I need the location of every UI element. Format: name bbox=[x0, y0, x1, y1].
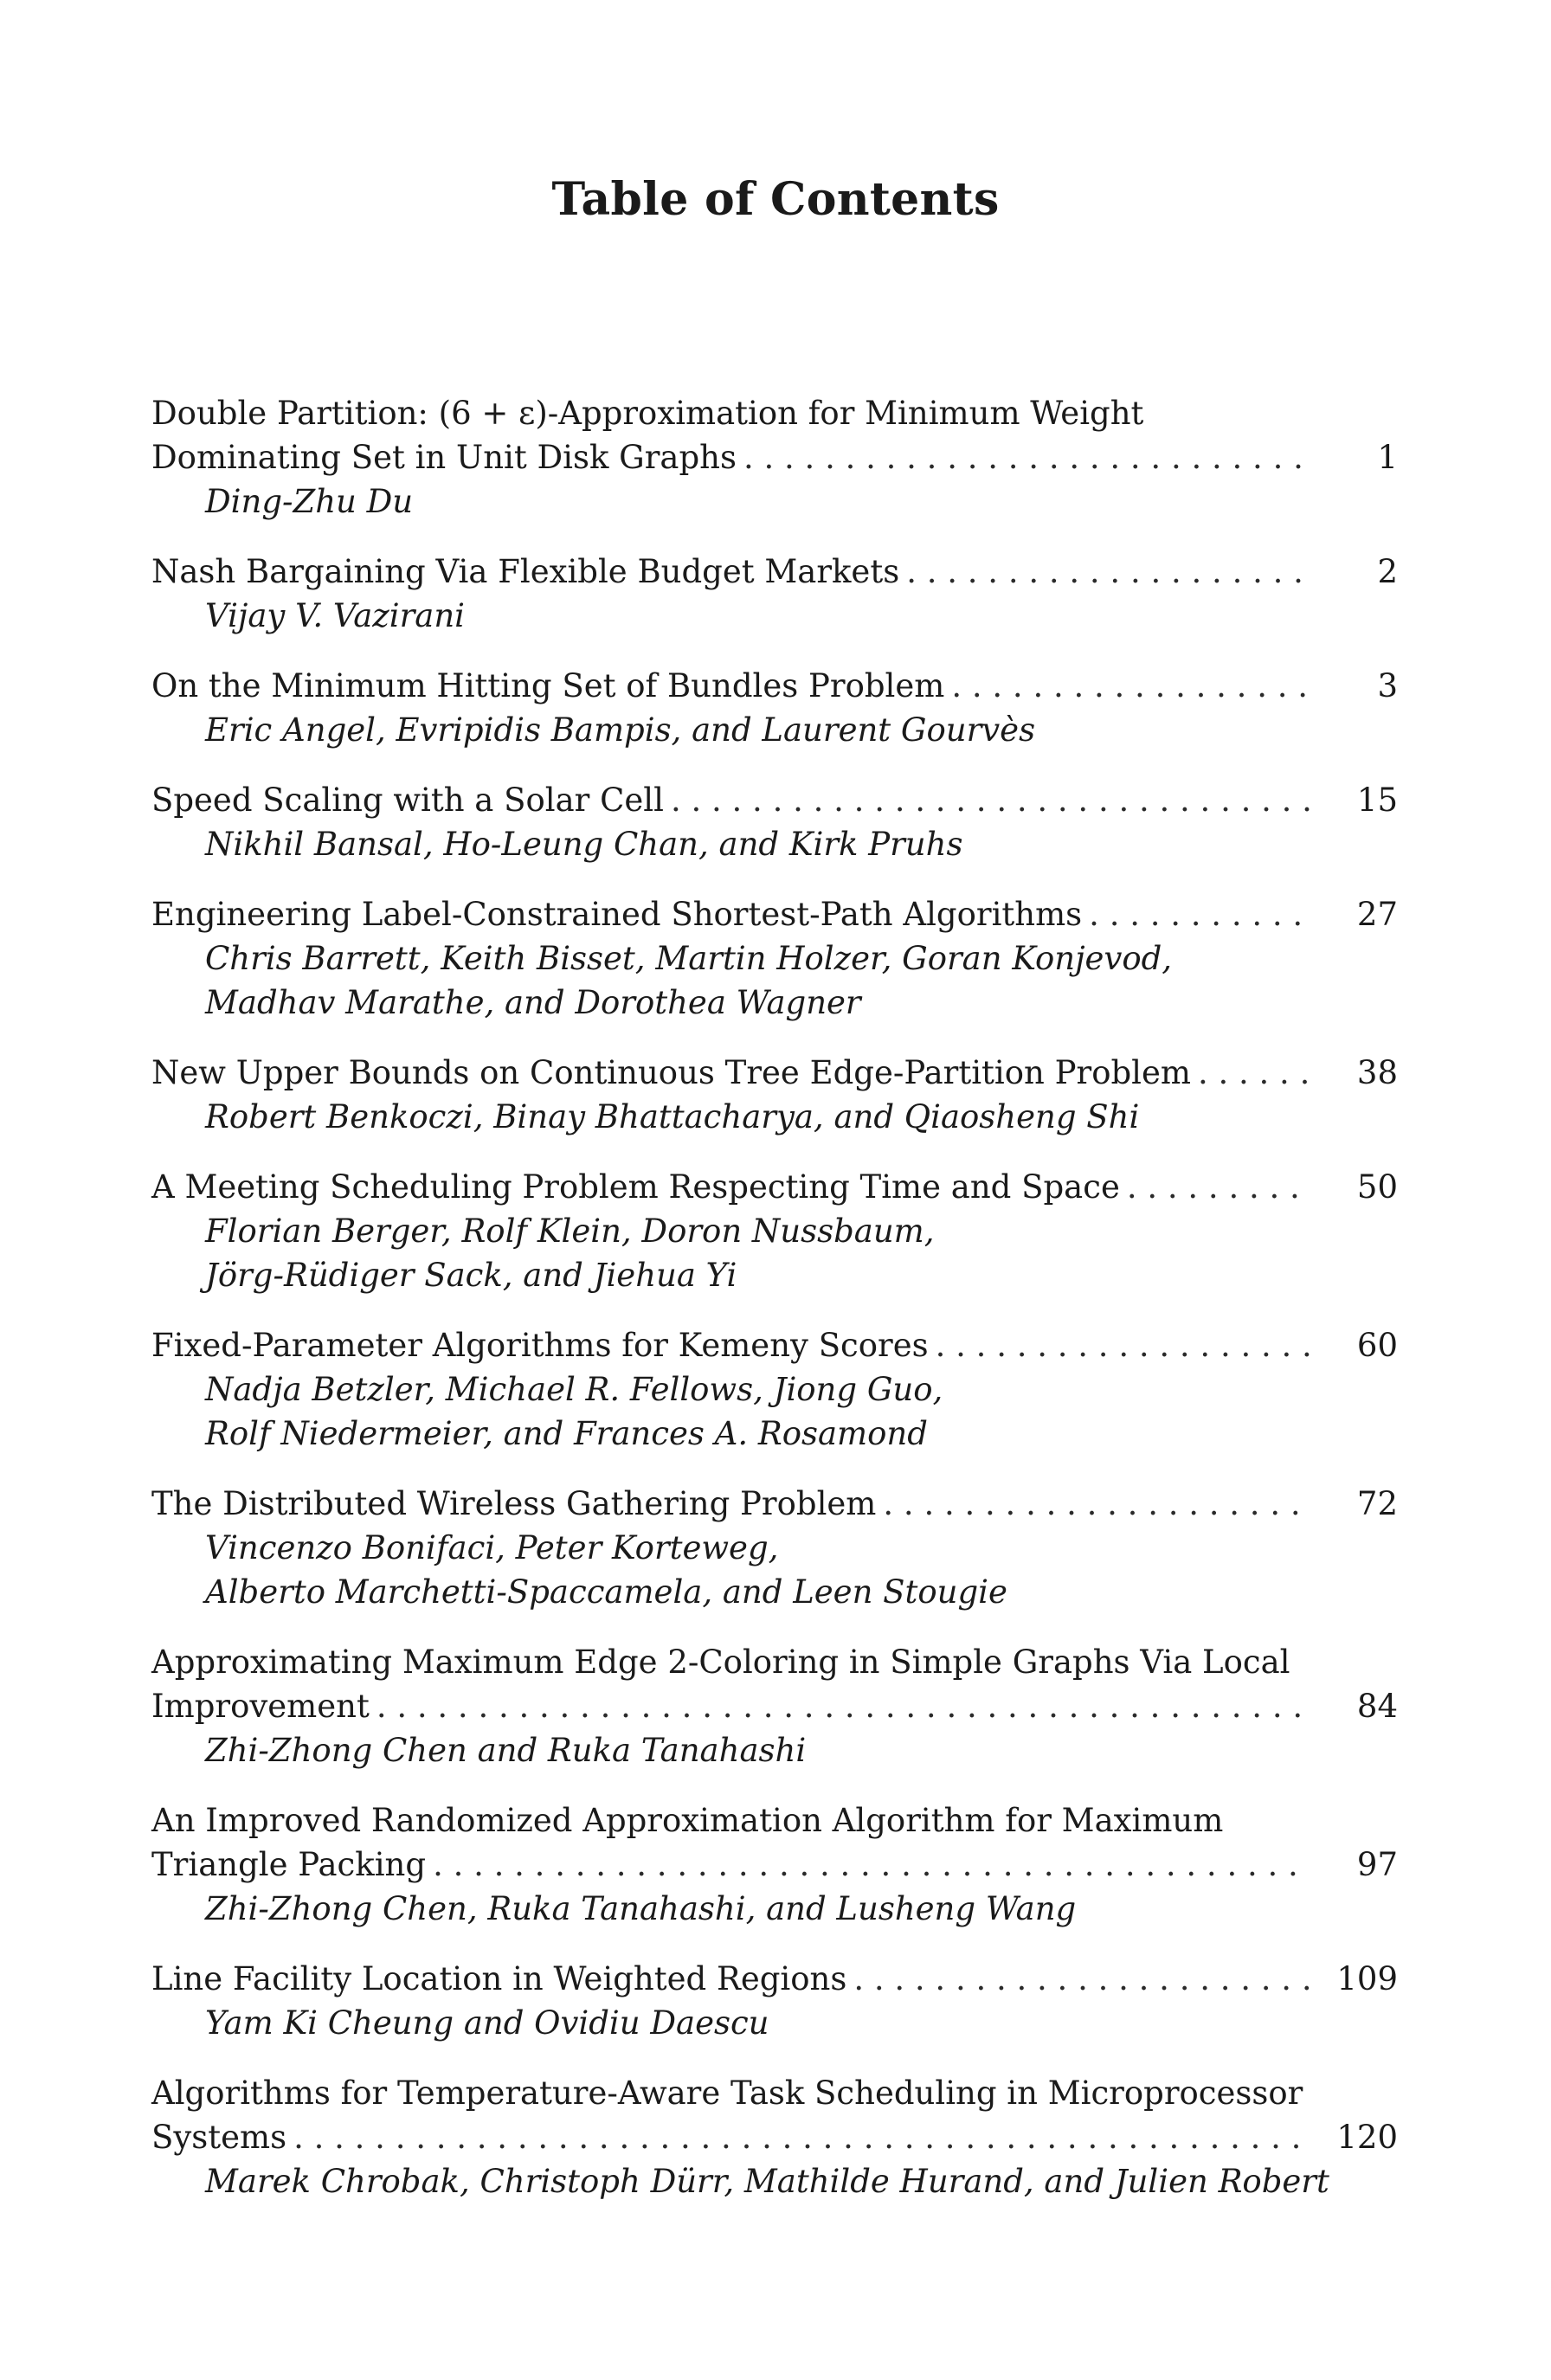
toc-entry[interactable] bbox=[151, 1957, 1398, 2045]
entry-title-line bbox=[151, 1957, 1398, 2001]
entry-title-text: Line Facility Location in Weighted Regions bbox=[151, 1960, 847, 1997]
entry-authors: Vijay V. Vazirani bbox=[205, 597, 465, 634]
entry-title-line bbox=[151, 892, 1398, 936]
toc-entry[interactable] bbox=[151, 1051, 1398, 1139]
toc-entry[interactable] bbox=[151, 1165, 1398, 1297]
entry-title-text: Speed Scaling with a Solar Cell bbox=[151, 782, 664, 819]
entry-authors: Zhi-Zhong Chen and Ruka Tanahashi bbox=[205, 1732, 807, 1769]
entry-title-line bbox=[151, 2115, 1398, 2159]
entry-title-line bbox=[151, 664, 1398, 708]
entry-page-number: 27 bbox=[1356, 896, 1398, 933]
toc-entry[interactable] bbox=[151, 1482, 1398, 1614]
entry-page-number: 84 bbox=[1356, 1688, 1398, 1725]
entry-title-text: Fixed-Parameter Algorithms for Kemeny Scores bbox=[151, 1327, 929, 1364]
entry-page-number: 3 bbox=[1377, 667, 1398, 704]
entry-page-number: 120 bbox=[1336, 2119, 1398, 2156]
dot-leader bbox=[853, 1957, 1311, 2001]
toc-entry[interactable] bbox=[151, 1640, 1398, 1772]
entry-title-text: The Distributed Wireless Gathering Problem bbox=[151, 1485, 877, 1522]
entry-authors: Rolf Niedermeier, and Frances A. Rosamond bbox=[205, 1415, 928, 1452]
entry-authors: Robert Benkoczi, Binay Bhattacharya, and Qiaosheng Shi bbox=[205, 1098, 1140, 1135]
page-title: Table of Contents bbox=[551, 173, 1000, 226]
entry-title-text: Improvement bbox=[151, 1688, 370, 1725]
entry-authors: Chris Barrett, Keith Bisset, Martin Holzer, Goran Konjevod, bbox=[205, 940, 1173, 977]
entry-title-text: Dominating Set in Unit Disk Graphs bbox=[151, 439, 737, 476]
entry-title-line bbox=[151, 1051, 1398, 1095]
entry-title-line bbox=[151, 550, 1398, 594]
entry-title-line: An Improved Randomized Approximation Algorithm for Maximum bbox=[151, 1802, 1224, 1839]
entry-title-text: Engineering Label-Constrained Shortest-Path Algorithms bbox=[151, 896, 1083, 933]
entry-authors: Eric Angel, Evripidis Bampis, and Laurent Gourvès bbox=[205, 711, 1036, 749]
entry-page-number: 97 bbox=[1356, 1846, 1398, 1883]
entry-page-number: 72 bbox=[1356, 1485, 1398, 1522]
toc-entry[interactable] bbox=[151, 892, 1398, 1025]
dot-leader bbox=[883, 1482, 1311, 1526]
dot-leader bbox=[293, 2115, 1311, 2159]
entry-authors: Nadja Betzler, Michael R. Fellows, Jiong Guo, bbox=[205, 1371, 943, 1408]
entry-authors: Vincenzo Bonifaci, Peter Korteweg, bbox=[205, 1529, 779, 1566]
entry-page-number: 50 bbox=[1356, 1168, 1398, 1206]
toc-entry[interactable] bbox=[151, 391, 1398, 524]
dot-leader bbox=[433, 1843, 1311, 1887]
entry-page-number: 2 bbox=[1377, 553, 1398, 590]
entry-page-number: 38 bbox=[1356, 1054, 1398, 1091]
entry-title-line: Approximating Maximum Edge 2-Coloring in Simple Graphs Via Local bbox=[151, 1643, 1290, 1681]
entry-page-number: 15 bbox=[1356, 782, 1398, 819]
toc-entry[interactable] bbox=[151, 550, 1398, 638]
entry-title-text: On the Minimum Hitting Set of Bundles Problem bbox=[151, 667, 945, 704]
entry-title-line bbox=[151, 435, 1398, 479]
dot-leader bbox=[906, 550, 1311, 594]
entry-page-number: 109 bbox=[1336, 1960, 1398, 1997]
entry-authors: Madhav Marathe, and Dorothea Wagner bbox=[205, 984, 861, 1021]
dot-leader bbox=[951, 664, 1311, 708]
entry-authors: Yam Ki Cheung and Ovidiu Daescu bbox=[205, 2004, 769, 2042]
entry-title-text: Triangle Packing bbox=[151, 1846, 427, 1883]
dot-leader bbox=[376, 1684, 1311, 1728]
entry-authors: Nikhil Bansal, Ho-Leung Chan, and Kirk Pruhs bbox=[205, 826, 963, 863]
entry-title-text: New Upper Bounds on Continuous Tree Edge-Partition Problem bbox=[151, 1054, 1191, 1091]
toc-list bbox=[151, 391, 1398, 2229]
entry-title-line bbox=[151, 1482, 1398, 1526]
dot-leader bbox=[1089, 892, 1311, 936]
entry-authors: Jörg-Rüdiger Sack, and Jiehua Yi bbox=[205, 1257, 737, 1294]
entry-title-text: Systems bbox=[151, 2119, 287, 2156]
dot-leader bbox=[936, 1323, 1311, 1367]
dot-leader bbox=[743, 435, 1311, 479]
toc-entry[interactable] bbox=[151, 1323, 1398, 1456]
entry-title-text: Nash Bargaining Via Flexible Budget Markets bbox=[151, 553, 900, 590]
entry-title-line bbox=[151, 778, 1398, 822]
entry-page-number: 60 bbox=[1356, 1327, 1398, 1364]
entry-authors: Alberto Marchetti-Spaccamela, and Leen Stougie bbox=[205, 1573, 1007, 1611]
entry-title-text: A Meeting Scheduling Problem Respecting Time and Space bbox=[151, 1168, 1120, 1206]
toc-entry[interactable] bbox=[151, 2071, 1398, 2203]
dot-leader bbox=[1127, 1165, 1311, 1209]
entry-page-number: 1 bbox=[1377, 439, 1398, 476]
dot-leader bbox=[671, 778, 1311, 822]
entry-title-line bbox=[151, 1843, 1398, 1887]
entry-authors: Ding-Zhu Du bbox=[205, 483, 414, 520]
toc-entry[interactable] bbox=[151, 778, 1398, 866]
entry-title-line: Algorithms for Temperature-Aware Task Scheduling in Microprocessor bbox=[151, 2074, 1303, 2112]
toc-entry[interactable] bbox=[151, 664, 1398, 752]
entry-authors: Zhi-Zhong Chen, Ruka Tanahashi, and Lusheng Wang bbox=[205, 1890, 1077, 1927]
dot-leader bbox=[1198, 1051, 1311, 1095]
entry-title-line bbox=[151, 1684, 1398, 1728]
entry-authors: Florian Berger, Rolf Klein, Doron Nussbaum, bbox=[205, 1213, 935, 1250]
entry-authors: Marek Chrobak, Christoph Dürr, Mathilde Hurand, and Julien Robert bbox=[205, 2163, 1329, 2200]
toc-entry[interactable] bbox=[151, 1798, 1398, 1931]
entry-title-line bbox=[151, 1165, 1398, 1209]
entry-title-line bbox=[151, 1323, 1398, 1367]
entry-title-line: Double Partition: (6 + ε)-Approximation for Minimum Weight bbox=[151, 395, 1144, 432]
